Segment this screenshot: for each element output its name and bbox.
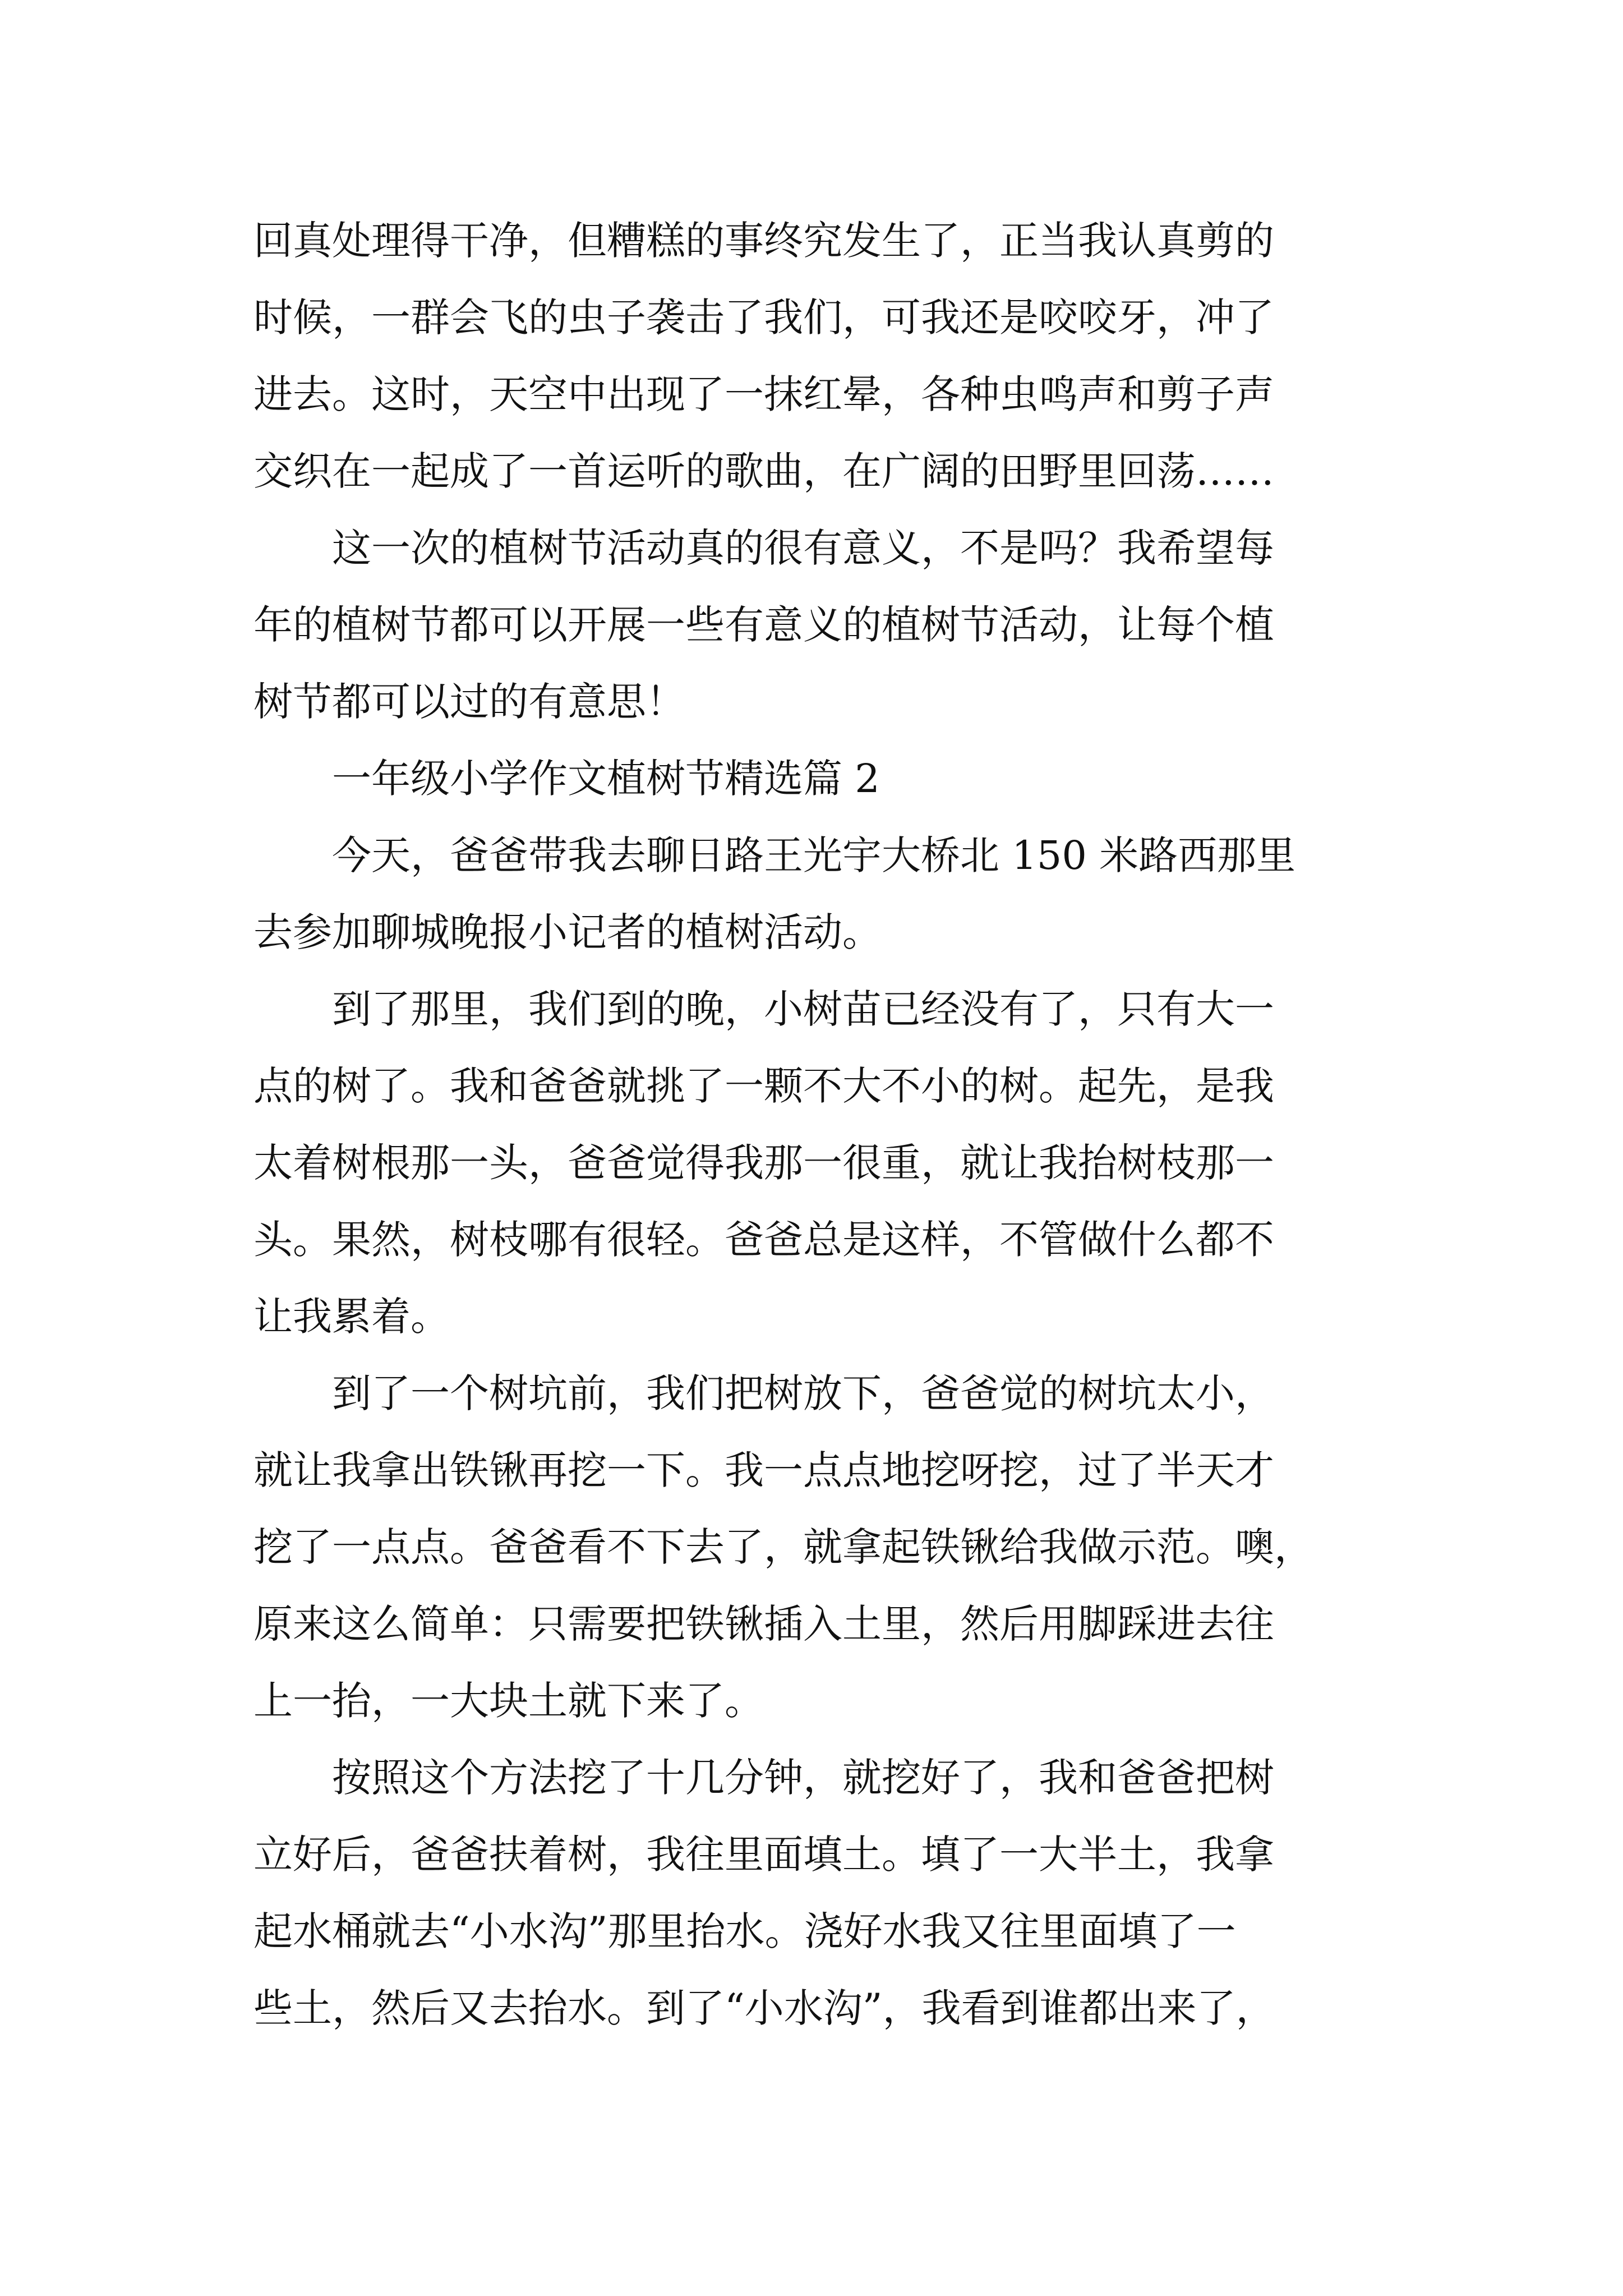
text-line: 进去。这时，天空中出现了一抹红晕，各种虫鸣声和剪子声 [253, 371, 1274, 417]
text-line: 就让我拿出铁锹再挖一下。我一点点地挖呀挖，过了半天才 [253, 1447, 1274, 1493]
text-line: 年的植树节都可以开展一些有意义的植树节活动，让每个植 [253, 602, 1274, 648]
text-line: 点的树了。我和爸爸就挑了一颗不大不小的树。起先，是我 [253, 1063, 1274, 1109]
text-line: 立好后，爸爸扶着树，我往里面填土。填了一大半土，我拿 [253, 1832, 1274, 1878]
text-line: 树节都可以过的有意思！ [253, 679, 685, 725]
text-line: 原来这么简单：只需要把铁锹插入土里，然后用脚踩进去往 [253, 1601, 1274, 1647]
text-line: 些土，然后又去抬水。到了“小水沟”，我看到谁都出来了， [253, 1985, 1275, 2031]
text-line: 挖了一点点。爸爸看不下去了，就拿起铁锹给我做示范。噢， [253, 1524, 1313, 1570]
text-line: 交织在一起成了一首运听的歌曲，在广阔的田野里回荡…… [253, 448, 1274, 494]
text-line: 太着树根那一头，爸爸觉得我那一很重，就让我抬树枝那一 [253, 1140, 1274, 1186]
text-line: 去参加聊城晚报小记者的植树活动。 [253, 909, 882, 955]
text-line: 头。果然，树枝哪有很轻。爸爸总是这样，不管做什么都不 [253, 1217, 1274, 1263]
text-line: 上一抬，一大块土就下来了。 [253, 1678, 764, 1724]
text-line: 今天，爸爸带我去聊日路王光宇大桥北 150 米路西那里 [332, 832, 1296, 878]
text-line: 到了那里，我们到的晚，小树苗已经没有了，只有大一 [332, 986, 1274, 1032]
text-line: 按照这个方法挖了十几分钟，就挖好了，我和爸爸把树 [332, 1755, 1274, 1801]
text-line: 到了一个树坑前，我们把树放下，爸爸觉的树坑太小， [332, 1370, 1274, 1416]
text-line: 回真处理得干净，但糟糕的事终究发生了，正当我认真剪的 [253, 218, 1274, 264]
section-heading: 一年级小学作文植树节精选篇 2 [332, 756, 880, 802]
text-line: 时候，一群会飞的虫子袭击了我们，可我还是咬咬牙，冲了 [253, 295, 1274, 341]
text-line: 让我累着。 [253, 1294, 450, 1340]
text-line: 这一次的植树节活动真的很有意义，不是吗？我希望每 [332, 525, 1274, 571]
text-line: 起水桶就去“小水沟”那里抬水。浇好水我又往里面填了一 [253, 1908, 1236, 1954]
